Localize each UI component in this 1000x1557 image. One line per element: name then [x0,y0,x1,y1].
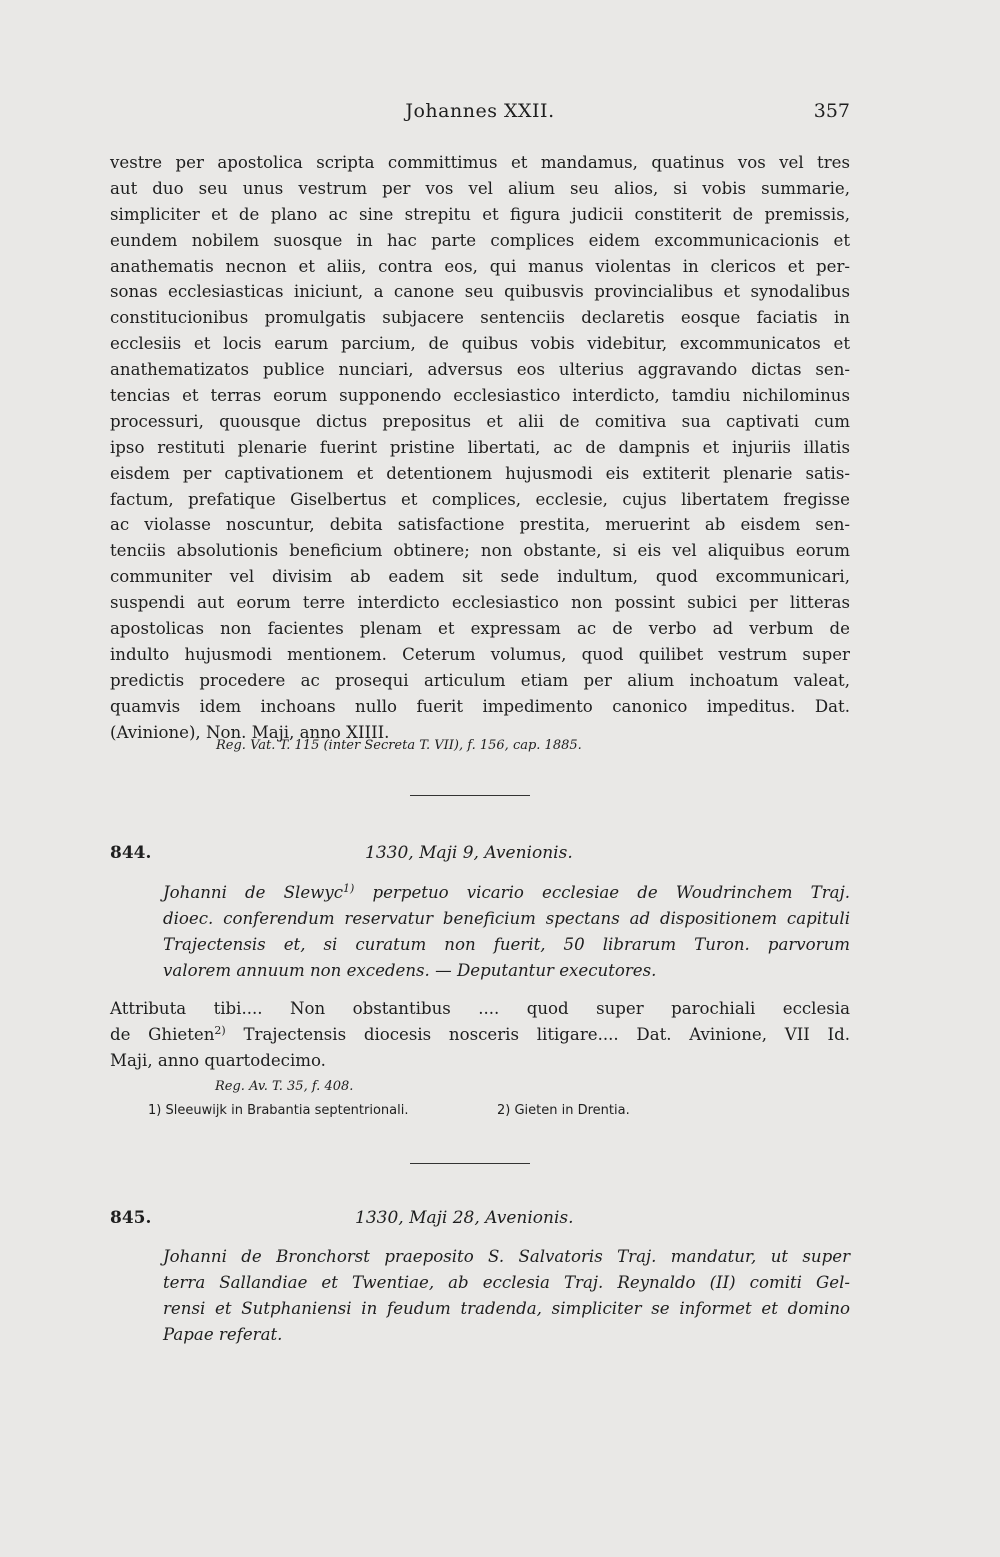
paragraph-line: anathematizatos publice nunciari, adversus eos ulterius aggravando dictas sen- [110,360,850,380]
entry-date-845: 1330, Maji 28, Avenionis. [355,1208,574,1228]
paragraph-line: suspendi aut eorum terre interdicto ecclesiastico non possint subici per litteras [110,593,850,613]
paragraph-line: predictis procedere ac prosequi articulum etiam per alium inchoatum valeat, [110,670,850,690]
entry-number-844: 844. [110,843,152,863]
paragraph-line: ecclesiis et locis earum parcium, de quibus vobis videbitur, excommunicatos et [110,334,850,354]
regest-845-line: rensi et Sutphaniensi in feudum tradenda, simpliciter se informet et domino [163,1298,850,1318]
page-number: 357 [813,100,850,122]
paragraph-continued [110,150,850,745]
paragraph-line: (Avinione), Non. Maji, anno XIIII. [110,722,390,742]
paragraph-line: quamvis idem inchoans nullo fuerit impedimento canonico impeditus. Dat. [110,696,850,716]
paragraph-line: sonas ecclesiasticas iniciunt, a canone seu quibusvis provincialibus et synodalibus [110,282,850,302]
paragraph-line: simpliciter et de plano ac sine strepitu et figura judicii constiterit de premissis, [110,204,850,224]
regest-845-line: Papae referat. [163,1324,283,1344]
paragraph-line: constitucionibus promulgatis subjacere sentenciis declaretis eosque faciatis in [110,308,850,328]
entry-text-844 [110,996,850,1074]
paragraph-line: communiter vel divisim ab eadem sit sede indultum, quod excommunicari, [110,567,850,587]
regest-844-line: Trajectensis et, si curatum non fuerit, 50 librarum Turon. parvorum [163,934,850,954]
section-divider-1 [410,795,530,796]
running-title: Johannes XXII. [405,100,555,122]
regest-845-line: Johanni de Bronchorst praeposito S. Salvatoris Traj. mandatur, ut super [163,1247,850,1266]
register-reference-844: Reg. Av. T. 35, f. 408. [215,1079,354,1094]
paragraph-line: anathematis necnon et aliis, contra eos, qui manus violentas in clericos et per- [110,256,850,276]
regest-844-line: dioec. conferendum reservatur beneficium spectans ad dispositionem capituli [163,908,850,928]
paragraph-line: processuri, quousque dictus prepositus et alii de comitiva sua captivati cum [110,411,850,431]
paragraph-line: eundem nobilem suosque in hac parte complices eidem excommunicacionis et [110,230,850,250]
regest-845 [163,1244,850,1348]
paragraph-line: eisdem per captivationem et detentionem hujusmodi eis extiterit plenarie satis- [110,463,850,483]
footnote-2: 2) Gieten in Drentia. [497,1103,630,1118]
paragraph-line: indulto hujusmodi mentionem. Ceterum volumus, quod quilibet vestrum super [110,644,850,664]
regest-844-line: Johanni de Slewyc$^{1)}$ perpetuo vicario ecclesiae de Woudrinchem Traj. [163,882,850,902]
entry-date-844: 1330, Maji 9, Avenionis. [365,843,573,863]
running-header [110,100,850,130]
text-844-line: Attributa tibi.... Non obstantibus .... quod super parochiali ecclesia [110,999,850,1018]
footnote-1: 1) Sleeuwijk in Brabantia septentrionali. [148,1103,409,1118]
paragraph-line: aut duo seu unus vestrum per vos vel alium seu alios, si vobis summarie, [110,178,850,198]
entry-number-845: 845. [110,1208,152,1228]
regest-845-line: terra Sallandiae et Twentiae, ab ecclesia Traj. Reynaldo (II) comiti Gel- [163,1272,850,1292]
regest-844 [163,880,850,984]
paragraph-line: tencias et terras eorum supponendo ecclesiastico interdicto, tamdiu nichilominus [110,386,850,406]
regest-844-line: valorem annuum non excedens. — Deputantur executores. [163,960,657,980]
section-divider-2 [410,1163,530,1164]
paragraph-line: apostolicas non facientes plenam et expressam ac de verbo ad verbum de [110,619,850,639]
paragraph-line: ipso restituti plenarie fuerint pristine libertati, ac de dampnis et injuriis illatis [110,437,850,457]
text-844-line: Maji, anno quartodecimo. [110,1050,326,1070]
register-reference-1: Reg. Vat. T. 115 (inter Secreta T. VII), f. 156, cap. 1885. [216,738,582,753]
paragraph-line: factum, prefatique Giselbertus et complices, ecclesie, cujus libertatem fregisse [110,489,850,509]
paragraph-line: vestre per apostolica scripta committimus et mandamus, quatinus vos vel tres [110,153,850,172]
paragraph-line: ac violasse noscuntur, debita satisfactione prestita, meruerint ab eisdem sen- [110,515,850,535]
text-844-line: de Ghieten$^{2)}$ Trajectensis diocesis nosceris litigare.... Dat. Avinione, VII Id. [110,1023,850,1044]
paragraph-line: tenciis absolutionis beneficium obtinere; non obstante, si eis vel aliquibus eorum [110,541,850,561]
